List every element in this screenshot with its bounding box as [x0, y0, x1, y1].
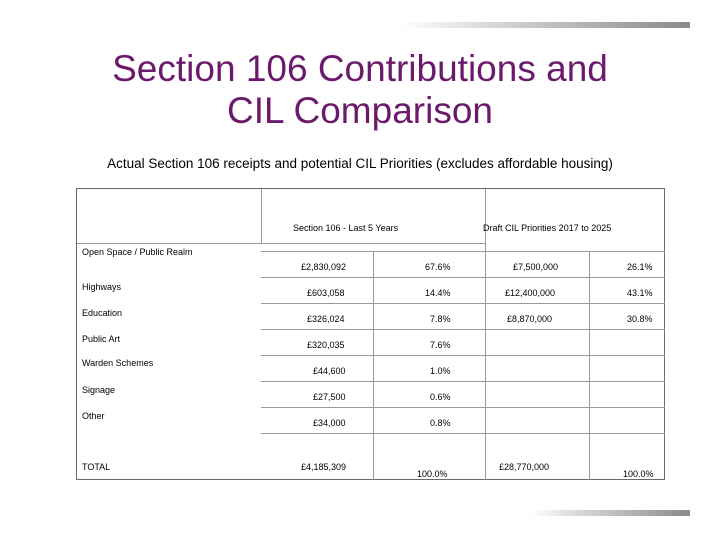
- bottom-decorative-bar: [530, 510, 690, 516]
- title-line-1: Section 106 Contributions and: [112, 48, 608, 89]
- grid-line: [261, 381, 665, 382]
- row-label-total: TOTAL: [82, 462, 111, 472]
- s106-pct-other: 0.8%: [430, 418, 451, 428]
- row-label-open-space: Open Space / Public Realm: [82, 247, 193, 257]
- s106-amount-public-art: £320,035: [307, 340, 345, 350]
- s106-pct-total: 100.0%: [417, 469, 448, 479]
- cil-amount-education: £8,870,000: [507, 314, 553, 324]
- grid-line: [261, 407, 665, 408]
- s106-pct-public-art: 7.6%: [430, 340, 451, 350]
- cil-pct-education: 30.8%: [627, 314, 653, 324]
- s106-amount-signage: £27,500: [313, 392, 346, 402]
- slide-subtitle: Actual Section 106 receipts and potential CIL Priorities (excludes affordable housing): [107, 156, 613, 171]
- row-label-signage: Signage: [82, 385, 116, 395]
- cil-pct-highways: 43.1%: [627, 288, 653, 298]
- s106-amount-total: £4,185,309: [301, 462, 347, 472]
- cil-amount-total: £28,770,000: [499, 462, 550, 472]
- header-cil: Draft CIL Priorities 2017 to 2025: [483, 223, 612, 233]
- row-label-public-art: Public Art: [82, 334, 121, 344]
- grid-line: [261, 303, 665, 304]
- row-label-highways: Highways: [82, 282, 122, 292]
- grid-line: [77, 243, 485, 244]
- grid-line: [261, 355, 665, 356]
- s106-pct-education: 7.8%: [430, 314, 451, 324]
- grid-line: [261, 433, 665, 434]
- cil-pct-total: 100.0%: [623, 469, 654, 479]
- grid-line: [261, 189, 262, 243]
- row-label-other: Other: [82, 411, 105, 421]
- s106-pct-highways: 14.4%: [425, 288, 451, 298]
- s106-pct-warden-schemes: 1.0%: [430, 366, 451, 376]
- grid-line: [261, 251, 665, 252]
- s106-pct-signage: 0.6%: [430, 392, 451, 402]
- grid-line: [589, 251, 590, 480]
- row-label-warden-schemes: Warden Schemes: [82, 358, 154, 368]
- title-line-2: CIL Comparison: [227, 90, 493, 131]
- grid-line: [373, 251, 374, 480]
- cil-amount-highways: £12,400,000: [505, 288, 556, 298]
- row-label-education: Education: [82, 308, 123, 318]
- s106-amount-other: £34,000: [313, 418, 346, 428]
- top-decorative-bar: [400, 22, 690, 28]
- header-s106: Section 106 - Last 5 Years: [293, 223, 399, 233]
- cil-amount-open-space: £7,500,000: [513, 262, 559, 272]
- s106-amount-warden-schemes: £44,600: [313, 366, 346, 376]
- s106-amount-highways: £603,058: [307, 288, 345, 298]
- grid-line: [261, 277, 665, 278]
- slide-title: [0, 48, 720, 132]
- s106-amount-education: £326,024: [307, 314, 345, 324]
- comparison-table: [76, 188, 665, 480]
- s106-amount-open-space: £2,830,092: [301, 262, 347, 272]
- cil-pct-open-space: 26.1%: [627, 262, 653, 272]
- grid-line: [261, 329, 665, 330]
- s106-pct-open-space: 67.6%: [425, 262, 451, 272]
